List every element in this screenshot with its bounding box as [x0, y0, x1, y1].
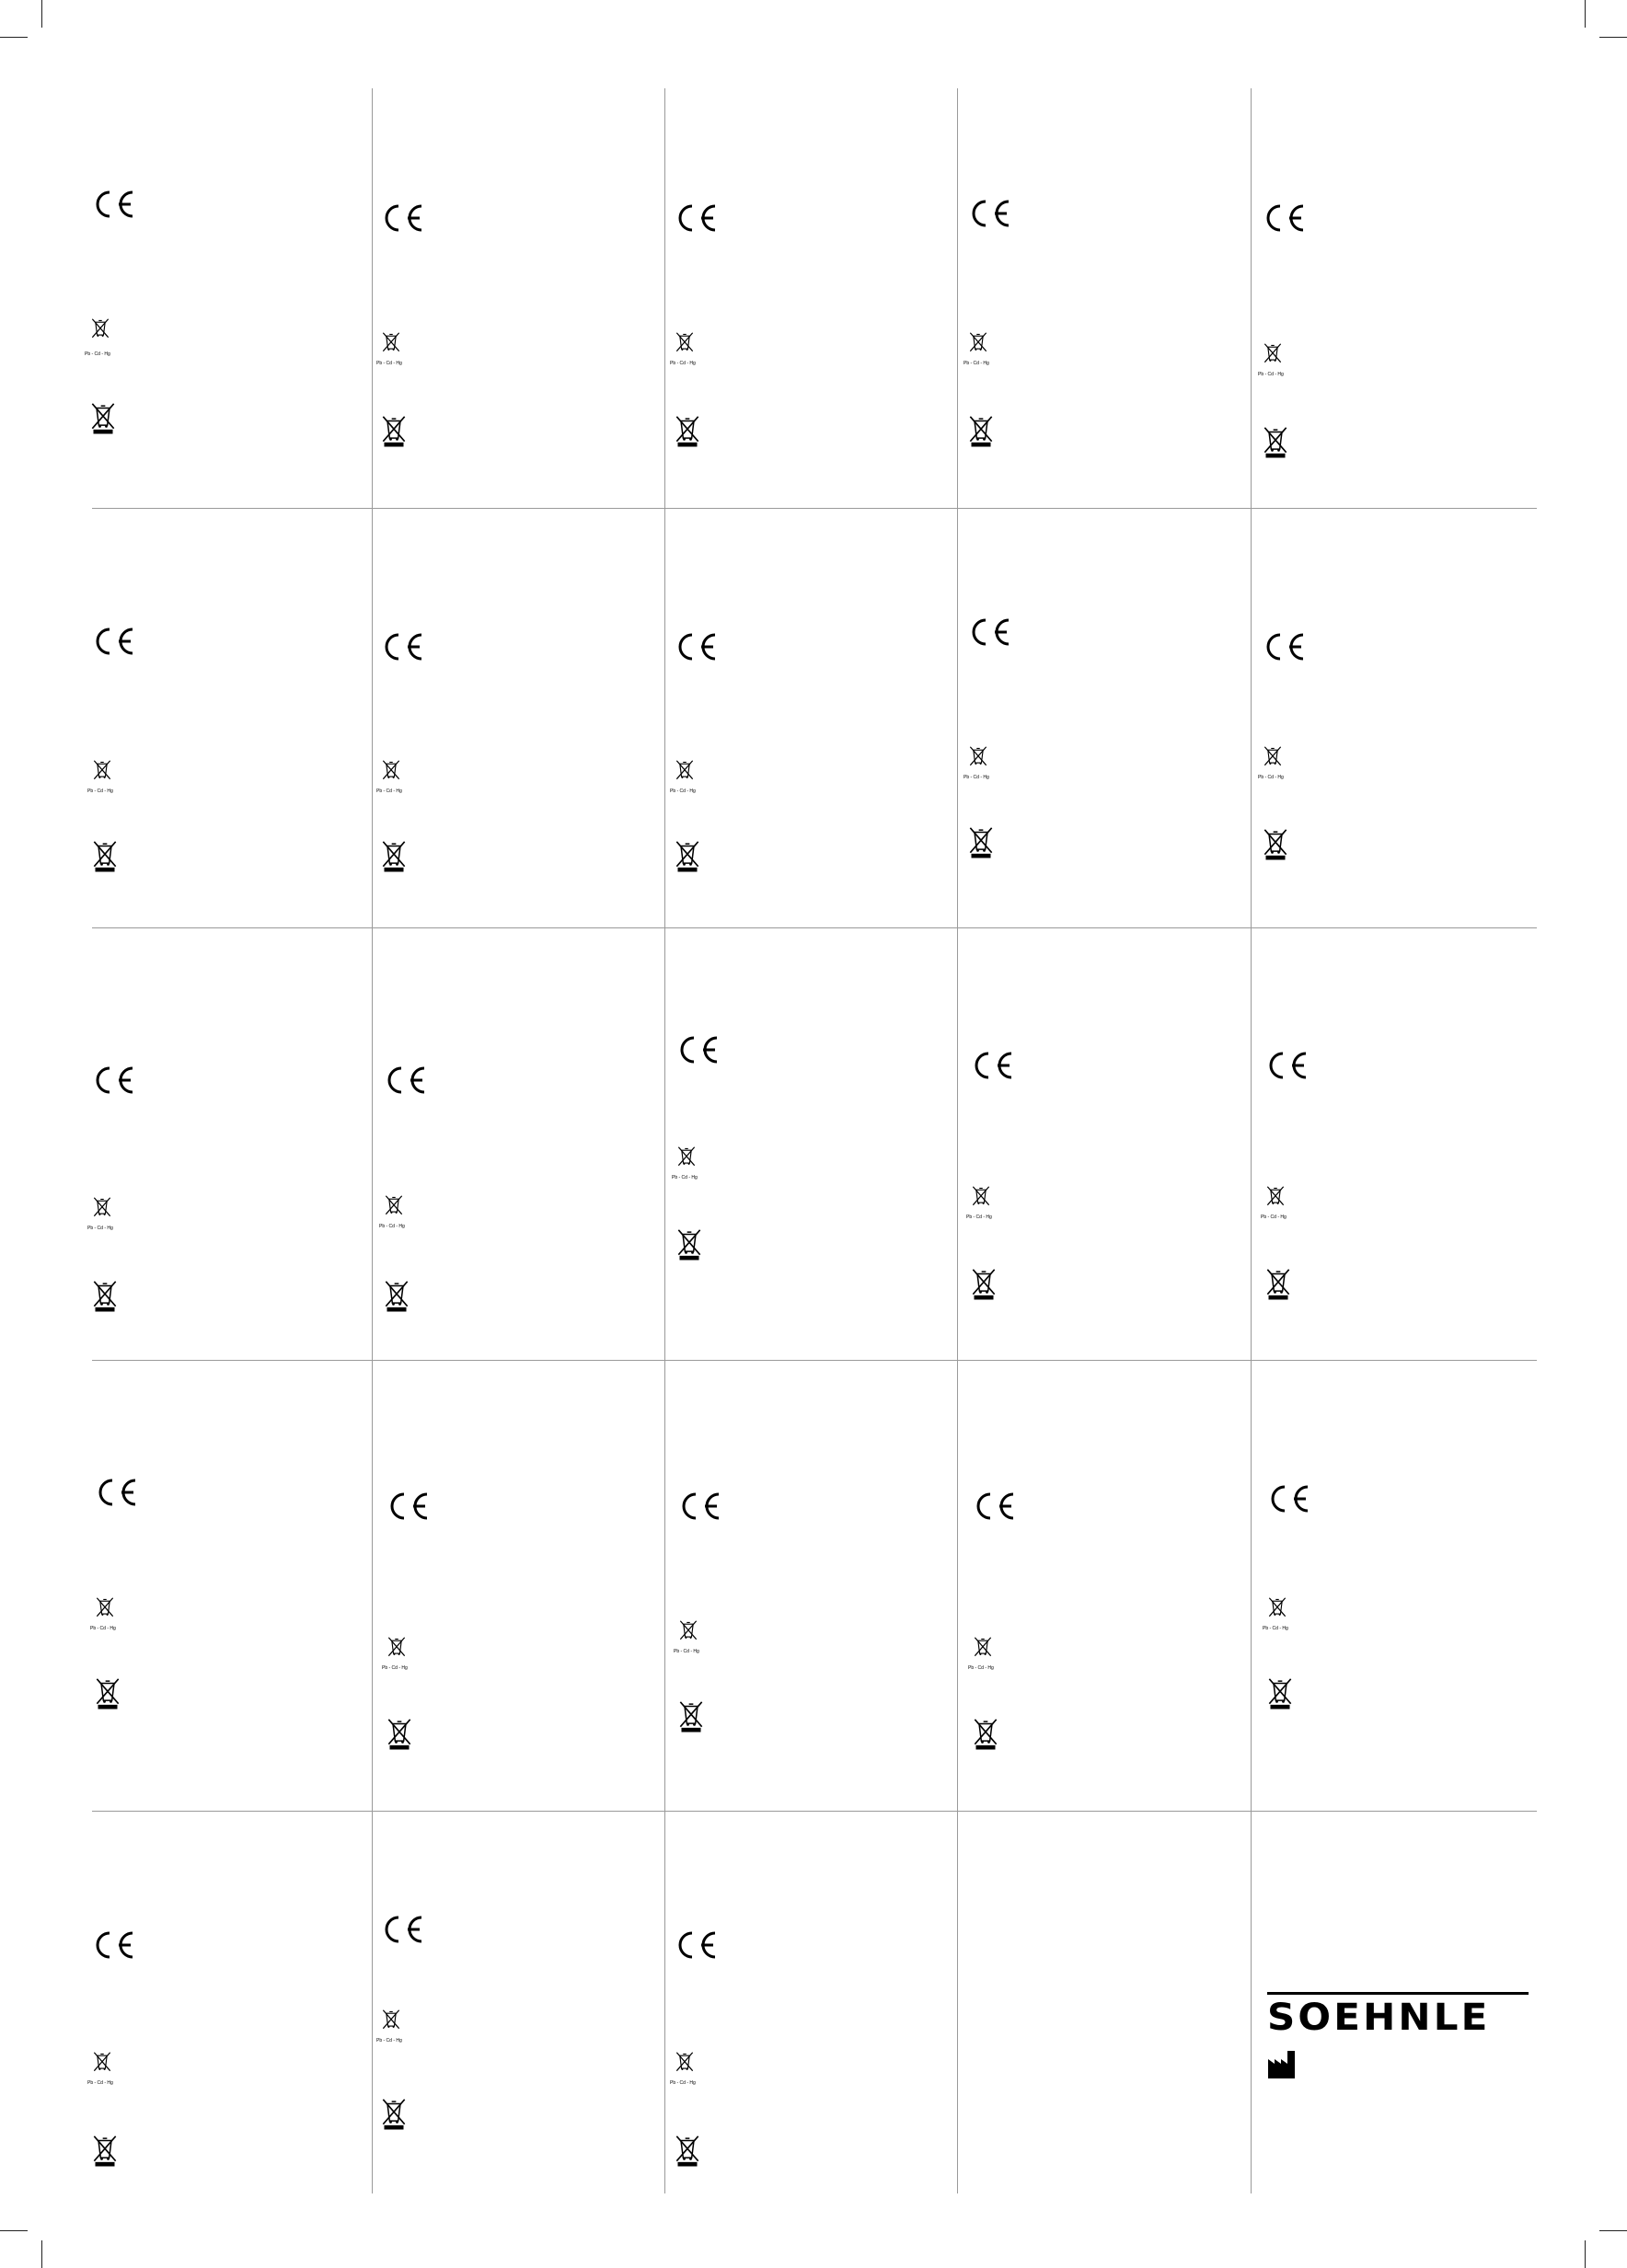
crossed-bin-weee-icon — [971, 1263, 997, 1304]
crossed-bin-weee-icon — [381, 2093, 407, 2134]
battery-chemicals-label: Pb - Cd - Hg — [670, 789, 696, 794]
row-divider — [92, 1360, 1537, 1361]
battery-chemicals-label: Pb - Cd - Hg — [87, 2080, 113, 2086]
crossed-bin-weee-icon — [387, 1713, 412, 1754]
column-divider — [372, 88, 373, 2193]
ce-mark-icon — [381, 1914, 425, 1945]
ce-mark-icon — [678, 1491, 722, 1522]
ce-mark-icon — [387, 1491, 431, 1522]
ce-mark-icon — [381, 202, 425, 234]
crop-mark-bottom-left-v — [41, 2240, 42, 2268]
column-divider — [1251, 88, 1252, 2193]
ce-mark-icon — [381, 631, 425, 662]
ce-mark-icon — [384, 1065, 428, 1096]
crossed-bin-battery-icon — [678, 1619, 698, 1643]
crossed-bin-battery-icon — [973, 1636, 993, 1660]
crossed-bin-weee-icon — [968, 410, 994, 451]
ce-mark-icon — [92, 626, 136, 657]
crop-mark-bottom-right-v — [1585, 2240, 1586, 2268]
ce-mark-icon — [675, 1929, 719, 1961]
ce-mark-icon — [92, 189, 136, 220]
crossed-bin-battery-icon — [676, 1146, 697, 1169]
crop-mark-top-right-v — [1585, 0, 1586, 28]
battery-chemicals-label: Pb - Cd - Hg — [1258, 372, 1284, 377]
crossed-bin-battery-icon — [387, 1636, 407, 1660]
ce-mark-icon — [92, 1929, 136, 1961]
ce-mark-icon — [95, 1477, 139, 1508]
crop-mark-top-left-v — [41, 0, 42, 28]
battery-chemicals-label: Pb - Cd - Hg — [376, 2038, 402, 2044]
ce-mark-icon — [1263, 202, 1307, 234]
column-divider — [664, 88, 665, 2193]
ce-mark-icon — [1263, 631, 1307, 662]
crossed-bin-battery-icon — [971, 1185, 991, 1209]
battery-chemicals-label: Pb - Cd - Hg — [966, 1215, 992, 1220]
crossed-bin-weee-icon — [92, 835, 118, 876]
ce-mark-icon — [675, 631, 719, 662]
brand-logo: SOEHNLE — [1267, 1997, 1491, 2039]
crossed-bin-battery-icon — [675, 759, 695, 783]
battery-chemicals-label: Pb - Cd - Hg — [670, 2080, 696, 2086]
crossed-bin-battery-icon — [90, 317, 110, 341]
battery-chemicals-label: Pb - Cd - Hg — [1261, 1215, 1287, 1220]
battery-chemicals-label: Pb - Cd - Hg — [968, 1665, 994, 1671]
crossed-bin-battery-icon — [675, 2051, 695, 2075]
row-divider — [92, 927, 1537, 928]
crossed-bin-battery-icon — [92, 1196, 112, 1220]
ce-mark-icon — [1267, 1483, 1311, 1514]
crossed-bin-battery-icon — [675, 331, 695, 355]
brand-block — [1267, 1992, 1529, 2038]
row-divider — [92, 1811, 1537, 1812]
ce-mark-icon — [1265, 1050, 1310, 1081]
ce-mark-icon — [675, 202, 719, 234]
crossed-bin-battery-icon — [381, 759, 401, 783]
crossed-bin-battery-icon — [968, 745, 988, 769]
crossed-bin-weee-icon — [675, 2130, 700, 2170]
battery-chemicals-label: Pb - Cd - Hg — [87, 1226, 113, 1231]
crossed-bin-weee-icon — [1263, 421, 1288, 462]
crossed-bin-weee-icon — [90, 397, 116, 438]
brand-rule — [1267, 1992, 1529, 1995]
crossed-bin-weee-icon — [676, 1224, 702, 1264]
crossed-bin-battery-icon — [1267, 1596, 1287, 1620]
row-divider — [92, 508, 1537, 509]
battery-chemicals-label: Pb - Cd - Hg — [1263, 1626, 1288, 1631]
crop-mark-top-right-h — [1599, 37, 1627, 38]
crossed-bin-weee-icon — [1265, 1263, 1291, 1304]
battery-chemicals-label: Pb - Cd - Hg — [376, 361, 402, 366]
factory-icon — [1267, 2050, 1297, 2079]
battery-chemicals-label: Pb - Cd - Hg — [670, 361, 696, 366]
crossed-bin-weee-icon — [968, 822, 994, 862]
crossed-bin-weee-icon — [384, 1275, 410, 1316]
battery-chemicals-label: Pb - Cd - Hg — [379, 1224, 405, 1229]
crossed-bin-weee-icon — [1267, 1673, 1293, 1713]
battery-chemicals-label: Pb - Cd - Hg — [376, 789, 402, 794]
crossed-bin-weee-icon — [675, 410, 700, 451]
crossed-bin-weee-icon — [381, 410, 407, 451]
ce-mark-icon — [968, 198, 1012, 229]
crossed-bin-battery-icon — [381, 2009, 401, 2032]
battery-chemicals-label: Pb - Cd - Hg — [672, 1175, 698, 1180]
battery-chemicals-label: Pb - Cd - Hg — [382, 1665, 408, 1671]
crossed-bin-battery-icon — [384, 1194, 404, 1218]
crossed-bin-battery-icon — [1265, 1185, 1286, 1209]
battery-chemicals-label: Pb - Cd - Hg — [90, 1626, 116, 1631]
crossed-bin-weee-icon — [92, 1275, 118, 1316]
ce-mark-icon — [92, 1065, 136, 1096]
crop-mark-top-left-h — [0, 37, 28, 38]
ce-mark-icon — [971, 1050, 1015, 1081]
crossed-bin-weee-icon — [92, 2130, 118, 2170]
crop-mark-bottom-right-h — [1599, 2230, 1627, 2231]
battery-chemicals-label: Pb - Cd - Hg — [85, 351, 110, 357]
crossed-bin-battery-icon — [1263, 342, 1283, 366]
crossed-bin-weee-icon — [95, 1673, 121, 1713]
crossed-bin-battery-icon — [92, 759, 112, 783]
crossed-bin-battery-icon — [968, 331, 988, 355]
column-divider — [957, 88, 958, 2193]
battery-chemicals-label: Pb - Cd - Hg — [964, 361, 989, 366]
battery-chemicals-label: Pb - Cd - Hg — [674, 1649, 699, 1654]
battery-chemicals-label: Pb - Cd - Hg — [964, 775, 989, 780]
crossed-bin-battery-icon — [381, 331, 401, 355]
crossed-bin-weee-icon — [678, 1696, 704, 1736]
crossed-bin-battery-icon — [1263, 745, 1283, 769]
crossed-bin-weee-icon — [381, 835, 407, 876]
crop-mark-bottom-left-h — [0, 2230, 28, 2231]
ce-mark-icon — [973, 1491, 1017, 1522]
ce-mark-icon — [676, 1034, 721, 1065]
ce-mark-icon — [968, 616, 1012, 648]
battery-chemicals-label: Pb - Cd - Hg — [1258, 775, 1284, 780]
crossed-bin-battery-icon — [95, 1596, 115, 1620]
battery-chemicals-label: Pb - Cd - Hg — [87, 789, 113, 794]
crossed-bin-weee-icon — [1263, 823, 1288, 864]
crossed-bin-weee-icon — [675, 835, 700, 876]
crossed-bin-battery-icon — [92, 2051, 112, 2075]
crossed-bin-weee-icon — [973, 1713, 998, 1754]
